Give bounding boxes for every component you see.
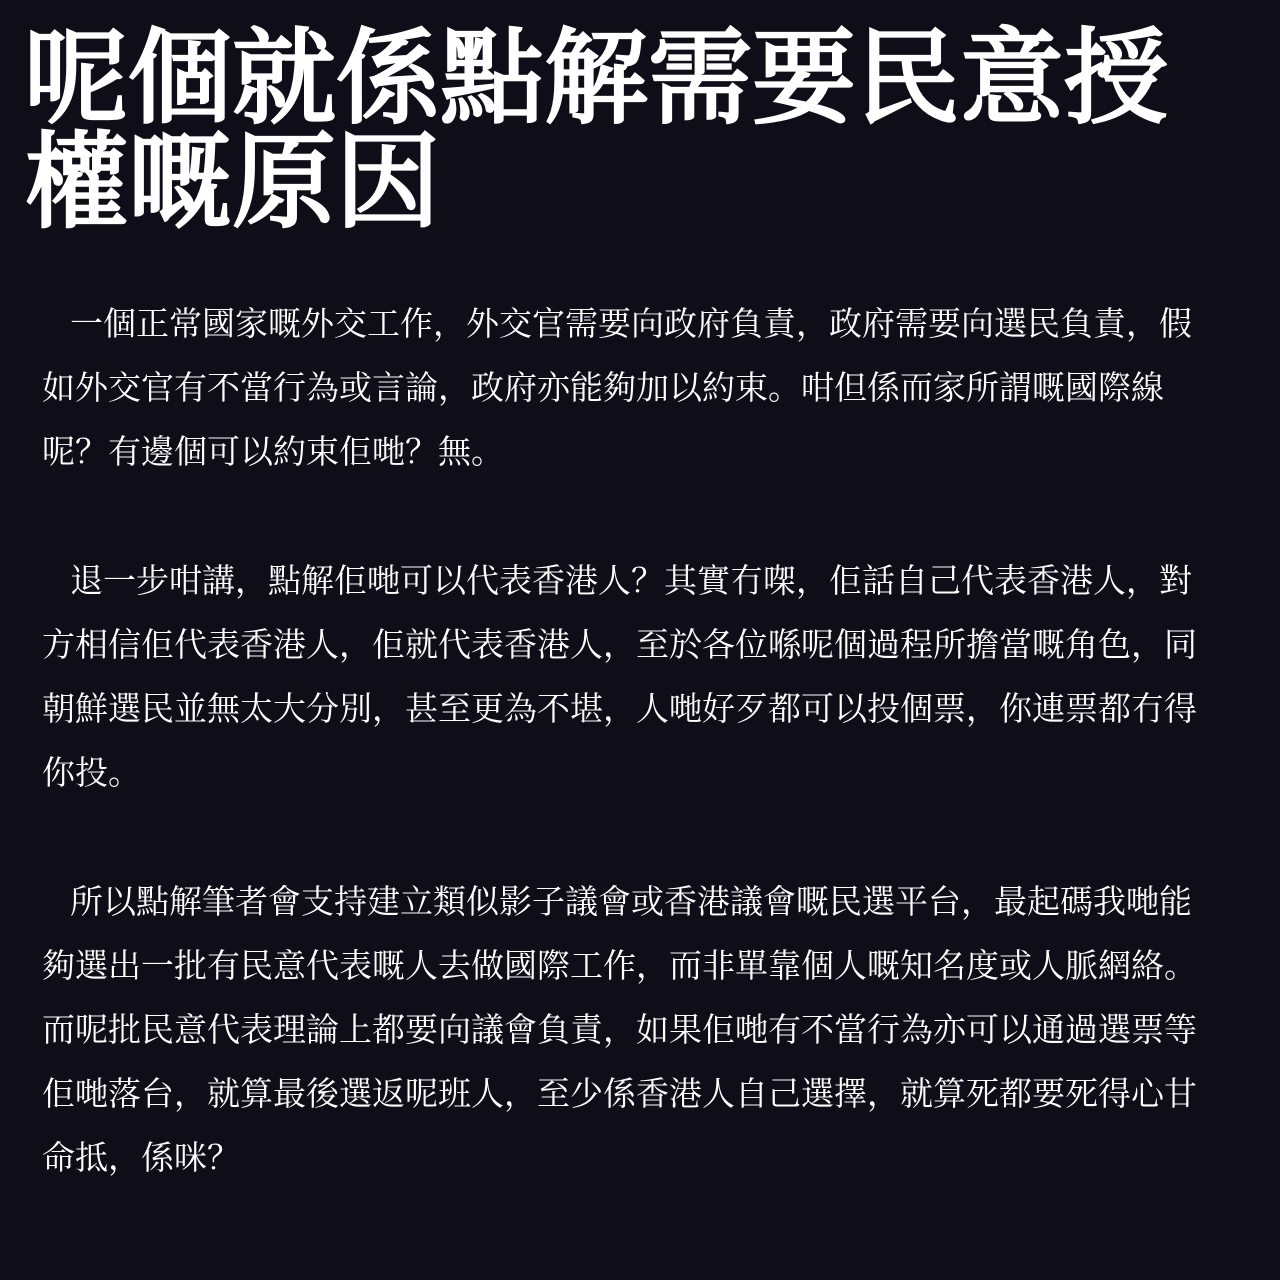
article-body <box>24 292 1202 1190</box>
article-title: 呢個就係點解需要民意授權嘅原因 <box>24 16 1169 243</box>
article-paragraph-1: 一個正常國家嘅外交工作，外交官需要向政府負責，政府需要向選民負責，假如外交官有不當行為或言論，政府亦能夠加以約束。咁但係而家所謂嘅國際線呢？有邊個可以約束佢哋？無。 <box>42 304 1192 471</box>
article-paragraph-3: 所以點解筆者會支持建立類似影子議會或香港議會嘅民選平台，最起碼我哋能夠選出一批有民意代表嘅人去做國際工作，而非單靠個人嘅知名度或人脈網絡。而呢批民意代表理論上都要向議會負責，如果佢哋有不當行為亦可以通過選票等佢哋落台，就算最後選返呢班人，至少係香港人自己選擇，就算死都要死得心甘命抵，係咪？ <box>42 882 1197 1177</box>
article-paragraph-2: 退一步咁講，點解佢哋可以代表香港人？其實冇㗎，佢話自己代表香港人，對方相信佢代表香港人，佢就代表香港人，至於各位喺呢個過程所擔當嘅角色，同朝鮮選民並無太大分別，甚至更為不堪，人哋好歹都可以投個票，你連票都冇得你投。 <box>42 561 1197 792</box>
